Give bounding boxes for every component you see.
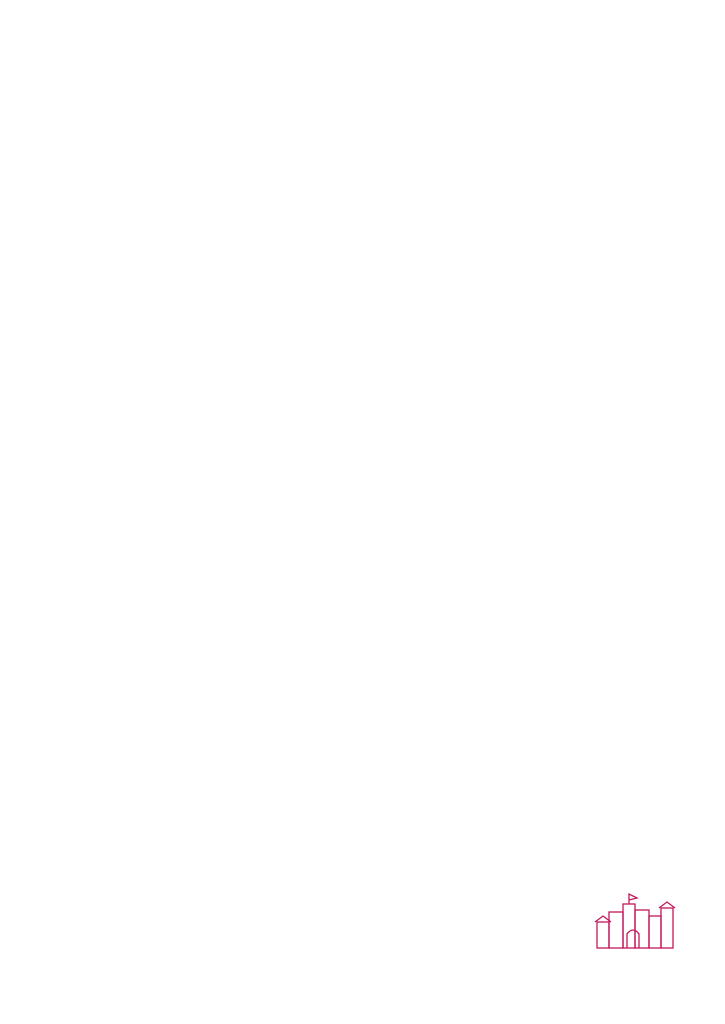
museum-cubes-logo	[555, 62, 705, 272]
museum-castle-logo	[583, 886, 693, 966]
document-body	[87, 40, 532, 124]
cube-column-decoration	[588, 430, 618, 886]
